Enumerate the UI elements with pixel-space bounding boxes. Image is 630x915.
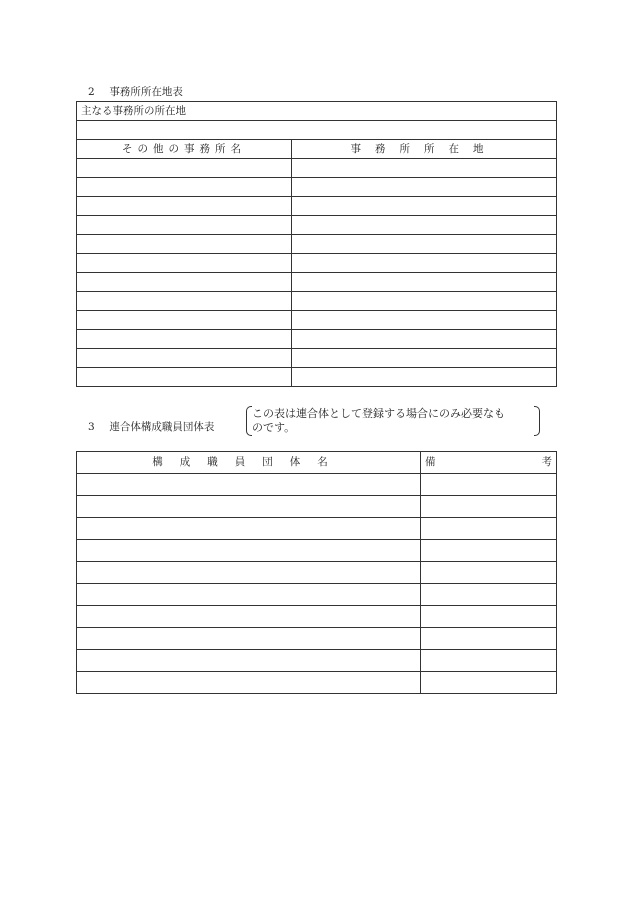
table-row — [77, 562, 557, 584]
note-line-1: この表は連合体として登録する場合にのみ必要なも — [252, 407, 505, 420]
remarks-cell[interactable] — [421, 672, 557, 694]
table-row — [77, 628, 557, 650]
table-row — [77, 518, 557, 540]
office-address-cell[interactable] — [292, 178, 557, 197]
remarks-cell[interactable] — [421, 628, 557, 650]
table-row — [77, 584, 557, 606]
main-office-label: 主なる事務所の所在地 — [77, 102, 557, 121]
member-org-name-cell[interactable] — [77, 584, 421, 606]
office-address-cell[interactable] — [292, 159, 557, 178]
section3-heading — [88, 420, 214, 434]
main-office-label-row — [77, 102, 557, 121]
col-remarks — [421, 452, 557, 474]
member-org-name-cell[interactable] — [77, 606, 421, 628]
member-org-name-cell[interactable] — [77, 540, 421, 562]
member-table-header — [77, 452, 557, 474]
note-bracket-right — [534, 406, 540, 436]
table-row — [77, 292, 557, 311]
office-location-table — [76, 101, 557, 387]
remarks-cell[interactable] — [421, 650, 557, 672]
remarks-cell[interactable] — [421, 474, 557, 496]
office-address-cell[interactable] — [292, 197, 557, 216]
table-row — [77, 216, 557, 235]
office-address-cell[interactable] — [292, 273, 557, 292]
office-address-cell[interactable] — [292, 368, 557, 387]
federation-member-table — [76, 451, 557, 694]
member-org-name-cell[interactable] — [77, 496, 421, 518]
col-other-office-name: その他の事務所名 — [77, 140, 292, 159]
other-office-name-cell[interactable] — [77, 349, 292, 368]
table-row — [77, 474, 557, 496]
office-address-cell[interactable] — [292, 330, 557, 349]
office-address-cell[interactable] — [292, 216, 557, 235]
note-bracket-left — [246, 406, 252, 436]
other-office-name-cell[interactable] — [77, 273, 292, 292]
table-row — [77, 197, 557, 216]
member-org-name-cell[interactable] — [77, 518, 421, 540]
table-row — [77, 496, 557, 518]
other-office-name-cell[interactable] — [77, 292, 292, 311]
table-row — [77, 650, 557, 672]
table-row — [77, 235, 557, 254]
other-office-name-cell[interactable] — [77, 159, 292, 178]
table-row — [77, 606, 557, 628]
remarks-cell[interactable] — [421, 562, 557, 584]
member-org-name-cell[interactable] — [77, 474, 421, 496]
table-row — [77, 254, 557, 273]
table-row — [77, 540, 557, 562]
member-org-name-cell[interactable] — [77, 562, 421, 584]
main-office-value[interactable] — [77, 121, 557, 140]
remarks-cell[interactable] — [421, 496, 557, 518]
office-address-cell[interactable] — [292, 235, 557, 254]
note-line-2: のです。 — [252, 421, 296, 434]
section2-heading — [88, 85, 183, 99]
remarks-cell[interactable] — [421, 606, 557, 628]
office-address-cell[interactable] — [292, 292, 557, 311]
office-address-cell[interactable] — [292, 311, 557, 330]
table-row — [77, 349, 557, 368]
table-row — [77, 311, 557, 330]
col-remarks-left: 備 — [425, 456, 436, 468]
section2-title: 事務所所在地表 — [109, 86, 183, 98]
other-office-name-cell[interactable] — [77, 254, 292, 273]
table-row — [77, 273, 557, 292]
federation-note — [246, 406, 540, 436]
other-office-name-cell[interactable] — [77, 235, 292, 254]
remarks-cell[interactable] — [421, 584, 557, 606]
member-org-name-cell[interactable] — [77, 628, 421, 650]
table-row — [77, 178, 557, 197]
other-office-name-cell[interactable] — [77, 368, 292, 387]
col-remarks-right: 考 — [541, 456, 552, 468]
office-address-cell[interactable] — [292, 254, 557, 273]
other-office-name-cell[interactable] — [77, 197, 292, 216]
main-office-value-row — [77, 121, 557, 140]
table-row — [77, 672, 557, 694]
col-office-address: 事務所所在地 — [292, 140, 557, 159]
section3-title: 連合体構成職員団体表 — [109, 421, 215, 433]
other-office-name-cell[interactable] — [77, 178, 292, 197]
member-org-name-cell[interactable] — [77, 650, 421, 672]
member-org-name-cell[interactable] — [77, 672, 421, 694]
other-office-name-cell[interactable] — [77, 311, 292, 330]
section2-number: 2 — [88, 86, 95, 98]
office-address-cell[interactable] — [292, 349, 557, 368]
office-table-header — [77, 140, 557, 159]
table-row — [77, 159, 557, 178]
remarks-cell[interactable] — [421, 540, 557, 562]
table-row — [77, 368, 557, 387]
other-office-name-cell[interactable] — [77, 330, 292, 349]
remarks-cell[interactable] — [421, 518, 557, 540]
section3-number: 3 — [88, 421, 95, 433]
col-member-org-name: 構成職員団体名 — [77, 452, 421, 474]
table-row — [77, 330, 557, 349]
other-office-name-cell[interactable] — [77, 216, 292, 235]
